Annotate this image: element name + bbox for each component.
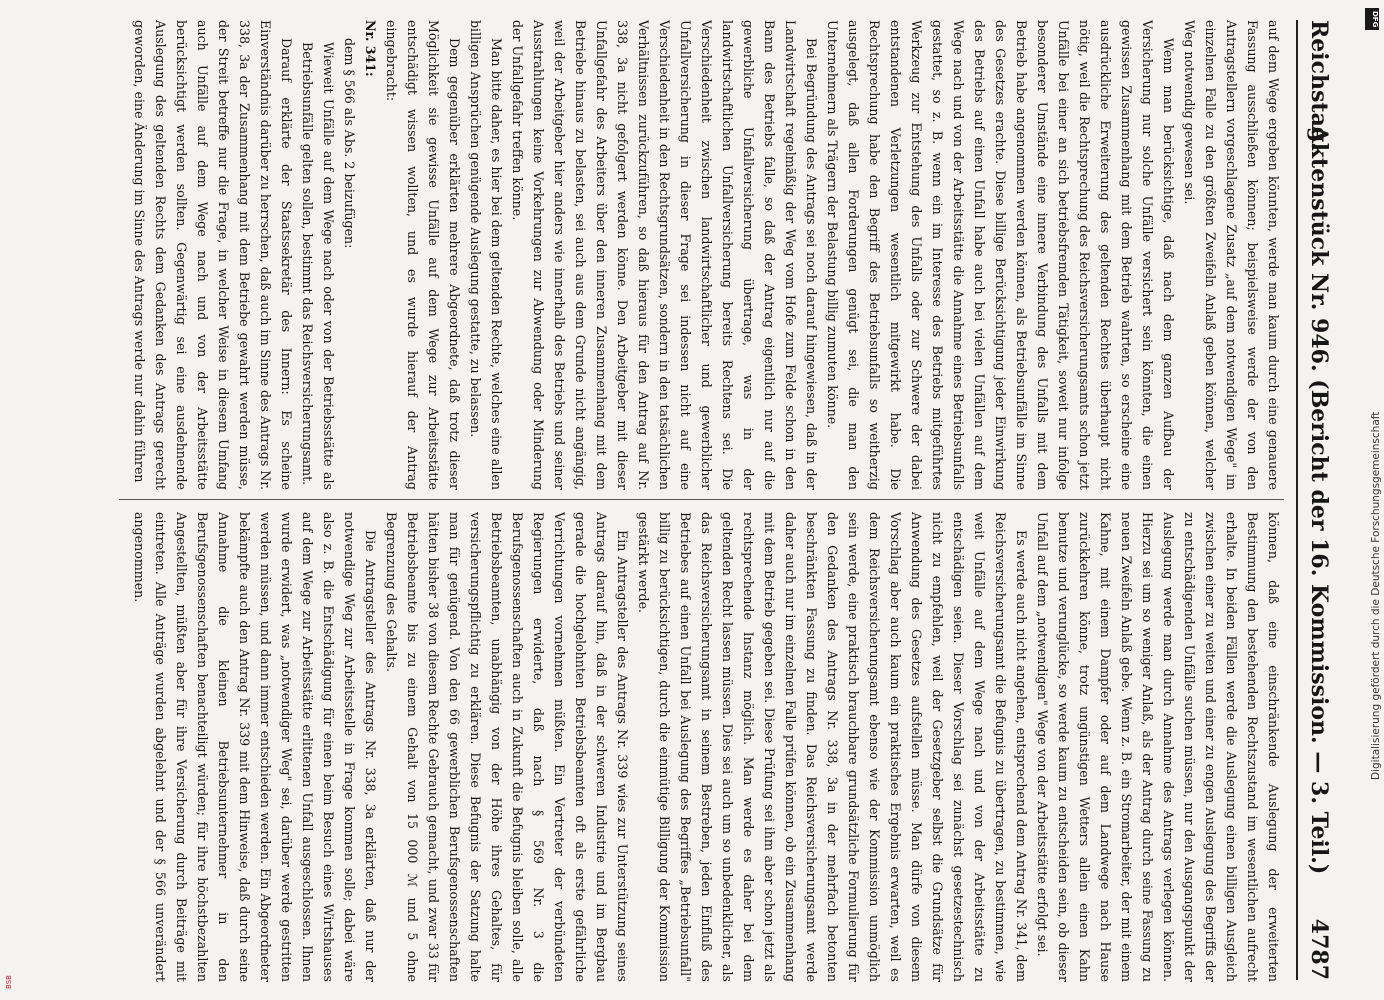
running-head-left: Reichstag. [1306, 20, 1332, 150]
paragraph: Es werde auch nicht angehen, entsprechend dem Antrag Nr. 341, dem Reichsversicherungsamt die Befugnis zu übertragen, zu bestimmen, wie weit Unfälle auf dem Wege nach und von der Arbeitsstätte zu entschädigen seien. Dieser Vorschlag sei zunächst gesetzestechnisch nicht zu empfehlen, weil der Gesetzgeber selbst die Grundsätze für Anwendung des Gesetzes aufstellen müsse. Man dürfe von diesem Vorschlag aber auch kaum ein praktisches Ergebnis erwarten, weil es dem Reichsversicherungsamt ebenso wie der Kommission unmöglich sein werde, eine praktisch brauchbare grundsätzliche Formulierung für den Gedanken des Antrags Nr. 338, 3a in der mehrfach betonten beschränkten Fassung zu finden. Das Reichsversicherungsamt werde daher auch nur im einzelnen Falle prüfen können, ob ein Zusammenhang mit dem Betrieb gegeben sei. Diese Prüfung sei ihm aber schon jetzt als rechtsprechende Instanz möglich. Man werde es daher bei dem geltenden Recht lassen müssen. Dies sei auch um so unbedenklicher, als das Reichsversicherungsamt in seinem Bestreben, jeden Einfluß des Betriebes auf einen Unfall bei Auslegung des Begriffes „Betriebsunfall" billig zu berücksichtigen, durch die einmütige Billigung der Kommission gestärkt werde. [636, 512, 1029, 982]
dfg-logo: DFG [1365, 8, 1379, 30]
running-head-title: Aktenstück Nr. 946. (Bericht der 16. Kommission. — 3. Teil.) [1306, 125, 1332, 875]
text-column-right [114, 512, 1284, 982]
paragraph: Dem gegenüber erklärten mehrere Abgeordnete, daß trotz dieser Möglichkeit sie gewisse Unfälle auf dem Wege zur Arbeitsstätte entschädigt wissen wollten, und es wurde hierauf der Antrag eingebracht: [384, 20, 462, 490]
text-column-left [114, 20, 1284, 490]
running-head [1296, 20, 1338, 980]
paragraph: können, daß eine einschränkende Auslegung der erweiterten Bestimmung den bestehenden Rechtszustand im wesentlichen aufrecht erhalte. In beiden Fällen werde die Auslegung einen billigen Ausgleich zwischen einer zu weiten und einer zu engen Auslegung des Begriffs der zu entschädigenden Unfälle suchen müssen, nur den Ausgangspunkt der Auslegung werde man durch Annahme des Antrags verlegen können. Hierzu sei um so weniger Anlaß, als der Antrag durch seine Fassung zu neuen Zweifeln Anlaß gebe. Wenn z. B. ein Stromarbeiter, der mit einem Kahne, mit einem Dampfer oder auf dem Landwege nach Hause zurückkehren könne, trotz ungünstigen Wetters allein einen Kahn benutze und verunglücke, so werde kaum zu entscheiden sein, ob dieser Unfall auf dem „notwendigen" Wege von der Arbeitsstätte erfolgt sei. [1035, 512, 1281, 982]
paragraph: Bei Begründung des Antrags sei noch darauf hingewiesen, daß in der Landwirtschaft regelmäßig der Weg vom Hofe zum Felde schon in den Bann des Betriebs falle, so daß der Antrag eigentlich nur auf die gewerbliche Unfallversicherung übertrage, was in der landwirtschaftlichen Unfallversicherung bereits Rechtens sei. Die Verschiedenheit zwischen landwirtschaftlicher und gewerblicher Unfallversicherung in dieser Frage sei indessen nicht auf eine Verschiedenheit in den Rechtsgrundsätzen, sondern in den tatsächlichen Verhältnissen zurückzuführen, so daß hieraus für den Antrag auf Nr. 338, 3a nicht gefolgert werden könne. Den Arbeitgeber mit dieser Unfallgefahr des Arbeiters über den inneren Zusammenhang mit dem Betriebe hinaus zu belasten, sei auch aus dem Grunde nicht angängig, weil der Arbeitgeber hier anders wie innerhalb des Betriebs und seiner Ausstrahlungen keine Vorkehrungen zur Abwendung oder Minderung der Unfallgefahr treffen könne. [510, 20, 819, 490]
library-stamp: BSB [4, 975, 13, 989]
paragraph: Wenn man berücksichtige, daß nach dem ganzen Aufbau der Versicherung nur solche Unfälle versichert sein könnten, die einen gewissen Zusammenhang mit dem Betrieb wahrten, so erscheine eine ausdrückliche Erweiterung des geltenden Rechtes überhaupt nicht nötig, weil die Rechtsprechung des Reichsversicherungsamts schon jetzt Unfälle bei einer an sich betriebsfremden Tätigkeit, soweit nur infolge besonderer Umstände eine innere Verbindung des Unfalls mit dem Betrieb habe angenommen werden können, als Betriebsunfälle im Sinne des Gesetzes erachte. Diese billige Berücksichtigung jeder Einwirkung des Betriebs auf einen Unfall habe auch bei vielen Unfällen auf dem Wege nach und von der Arbeitsstätte die Annahme eines Betriebsunfalls gestattet, so z. B. wenn ein im Interesse des Betriebs mitgeführtes Werkzeug zur Entstehung des Unfalls oder zur Schwere der dabei entstandenen Verletzungen wesentlich mitgewirkt habe. Die Rechtsprechung habe den Begriff des Betriebsunfalls so weitherzig ausgelegt, daß allen Forderungen genügt sei, die man den Unternehmern als Trägern der Belastung billig zumuten könne. [825, 20, 1176, 490]
paragraph: Ein Antragsteller des Antrags Nr. 339 wies zur Unterstützung seines Antrags darauf hin, daß in der schweren Industrie und im Bergbau gerade die hochgelohnten Betriebsbeamten oft als erste gefährliche Verrichtungen vornehmen müßten. Ein Vertreter der verbündeten Regierungen erwiderte, daß nach § 569 Nr. 3 die Berufsgenossenschaften auch in Zukunft die Befugnis bleiben solle, alle Betriebsbeamten, unabhängig von der Höhe ihres Gehaltes, für versicherungspflichtig zu erklären. Diese Befugnis der Satzung halte man für genügend. Von den 66 gewerblichen Berufsgenossenschaften hätten bisher 38 von diesem Rechte Gebrauch gemacht, und zwar 33 für Betriebsbeamte bis zu einem Gehalt von 15 000 ℳ und 5 ohne Begrenzung des Gehalts. [384, 512, 630, 982]
column-divider [119, 499, 1284, 500]
motion-number: Nr. 341: [363, 20, 378, 77]
rotated-page-content [100, 0, 1350, 1000]
motion-text: Wieweit Unfälle auf dem Wege nach oder von der Betriebsstätte als Betriebsunfälle gelten sollen, bestimmt das Reichsversicherungsamt. [300, 42, 336, 490]
funding-note [1354, 100, 1380, 900]
paragraph: dem § 566 als Abs. 2 beizufügen: [342, 38, 357, 249]
funding-note-text: Digitalisierung gefördert durch die Deutsche Forschungsgemeinschaft [1370, 411, 1382, 780]
paragraph: Man bitte daher, es hier bei dem geltenden Rechte, welches eine allen billigen Ansprüchen genügende Auslegung gestatte, zu belassen. [468, 20, 504, 490]
paragraph: Die Antragsteller des Antrags Nr. 338, 3a erklärten, daß nur der notwendige Weg zur Arbeitsstelle in Frage kommen solle; dabei wäre also z. B. die Entschädigung für einen beim Besuch eines Wirtshauses auf dem Wege zur Arbeitsstätte erlittenen Unfall ausgeschlossen. Ihnen wurde erwidert, was „notwendiger Weg" sei, darüber werde gestritten werden müssen, und dann immer entschieden werden. Ein Abgeordneter bekämpfte auch den Antrag Nr. 339 mit dem Hinweise, daß durch seine Annahme die kleinen Betriebsunternehmer in den Berufsgenossenschaften benachteiligt würden; für ihre höchstbezahlten Angestellten, müßten aber für ihre Versicherung durch Beiträge mit eintreten. Alle Anträge wurden abgelehnt und der § 566 unverändert angenommen. [132, 512, 378, 982]
paragraph: Darauf erklärte der Staatssekretär des Innern: Es scheine Einverständnis darüber zu herrschen, daß auch im Sinne des Antrags Nr. 338, 3a der Zusammenhang mit dem Betriebe gewahrt werden müsse, der Streit betreffe nur die Frage, in welcher Weise in diesem Umfang auch Unfälle auf dem Wege nach und von der Arbeitsstätte berücksichtigt werden sollten. Gegenwärtig sei eine ausdehnende Auslegung des geltenden Rechts dem Gedanken des Antrags gerecht geworden, eine Änderung im Sinne des Antrags werde nur dahin führen [132, 20, 294, 490]
page-number: 4787 [1306, 918, 1332, 980]
paragraph: auf dem Wege ergeben könnten, werde man kaum durch eine genauere Fassung ausschließen können; beispielsweise werde der von den Antragstellern vorgeschlagene Zusatz „auf dem notwendigen Wege" im einzelnen Falle zu den größten Zweifeln Anlaß geben können, welcher Weg notwendig gewesen sei. [1182, 20, 1281, 490]
